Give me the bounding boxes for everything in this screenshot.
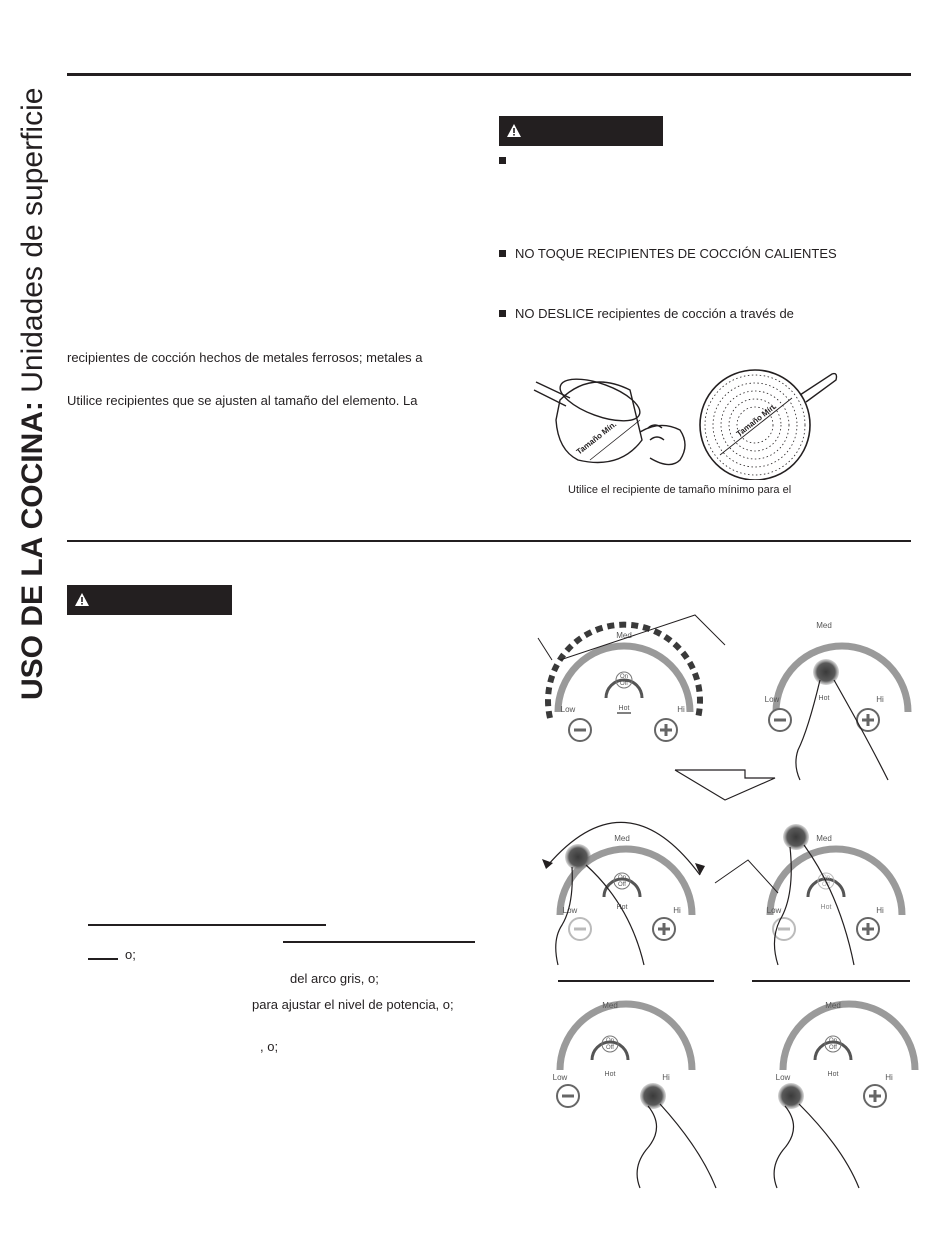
finger-touch-icon — [640, 1083, 666, 1109]
svg-text:On: On — [828, 1038, 838, 1044]
svg-text:Hi: Hi — [876, 695, 884, 704]
skillet-top-view — [700, 370, 837, 480]
warning-triangle-icon — [507, 124, 521, 137]
svg-text:Off: Off — [620, 681, 628, 687]
control-panel-4 — [715, 824, 902, 965]
right-bullet-1 — [499, 153, 515, 169]
pot-side-view — [534, 371, 685, 465]
svg-text:Low: Low — [766, 906, 782, 915]
svg-text:Tamaño Mín.: Tamaño Mín. — [734, 401, 779, 439]
svg-text:Hi: Hi — [662, 1073, 670, 1082]
plus-icon — [653, 918, 675, 940]
warning-triangle-icon — [75, 593, 89, 606]
bullet-mark — [499, 157, 506, 164]
plus-icon — [864, 1085, 886, 1107]
bullet-mark — [499, 310, 506, 317]
warning-banner-bottom — [67, 585, 232, 615]
underline-3 — [88, 958, 118, 960]
svg-text:Off: Off — [606, 1045, 614, 1051]
bullet-text: NO TOQUE RECIPIENTES DE COCCIÓN CALIENTES — [515, 246, 837, 261]
pan-size-illustration — [530, 360, 850, 480]
right-bullet-2 — [499, 246, 837, 262]
svg-text:Hot: Hot — [618, 705, 630, 712]
left-text-line-1: recipientes de cocción hechos de metales ferrosos; metales a — [67, 350, 423, 365]
svg-text:Med: Med — [816, 834, 832, 843]
lower-item-1: o; — [125, 947, 136, 962]
svg-text:Off: Off — [618, 882, 626, 888]
underline-2 — [283, 941, 475, 943]
pan-label-right — [735, 402, 779, 439]
svg-text:Med: Med — [614, 834, 630, 843]
svg-text:On: On — [617, 875, 627, 881]
svg-text:Hot: Hot — [818, 695, 830, 702]
plus-icon — [857, 918, 879, 940]
warning-banner-top — [499, 116, 663, 146]
plus-icon — [655, 719, 677, 741]
control-panel-6 — [774, 1001, 915, 1188]
minus-icon — [569, 918, 591, 940]
lower-item-2: del arco gris, o; — [290, 971, 379, 986]
control-panel-2 — [765, 621, 908, 780]
svg-text:Med: Med — [602, 1001, 618, 1010]
minus-icon — [769, 709, 791, 731]
svg-text:Hi: Hi — [677, 705, 685, 714]
svg-text:Med: Med — [616, 631, 632, 640]
svg-text:Low: Low — [560, 705, 576, 714]
svg-text:Off: Off — [829, 1045, 837, 1051]
underline-1 — [88, 924, 326, 926]
side-title-bold: USO DE LA COCINA: — [16, 401, 49, 700]
svg-text:On: On — [619, 674, 629, 680]
svg-text:Hi: Hi — [673, 906, 681, 915]
svg-text:Low: Low — [552, 1073, 568, 1082]
middle-rule — [67, 540, 911, 542]
control-diagrams — [520, 600, 940, 1200]
control-panel-3 — [542, 822, 705, 965]
svg-text:Hot: Hot — [616, 904, 628, 911]
page-side-title — [10, 20, 56, 700]
right-bullet-3 — [499, 306, 794, 322]
minus-icon — [557, 1085, 579, 1107]
svg-text:Low: Low — [562, 906, 578, 915]
svg-text:Hot: Hot — [820, 904, 832, 911]
svg-text:Hi: Hi — [876, 906, 884, 915]
control-panel-1 — [538, 615, 725, 741]
control-panel-5 — [553, 1001, 716, 1188]
top-rule — [67, 73, 911, 76]
svg-text:Med: Med — [825, 1001, 841, 1010]
svg-text:Tamaño Mín.: Tamaño Mín. — [574, 419, 619, 457]
svg-text:Off: Off — [822, 882, 830, 888]
minus-icon — [569, 719, 591, 741]
left-text-line-2: Utilice recipientes que se ajusten al tamaño del elemento. La — [67, 393, 418, 408]
svg-text:Hot: Hot — [604, 1071, 616, 1078]
svg-text:Med: Med — [816, 621, 832, 630]
svg-text:On: On — [821, 875, 831, 881]
lower-item-3: para ajustar el nivel de potencia, o; — [252, 997, 454, 1012]
lower-item-4: , o; — [260, 1039, 279, 1054]
bullet-mark — [499, 250, 506, 257]
pan-figure-caption: Utilice el recipiente de tamaño mínimo para el — [568, 484, 792, 496]
svg-text:Hot: Hot — [827, 1071, 839, 1078]
svg-text:Low: Low — [764, 695, 780, 704]
step-arrow — [675, 770, 775, 800]
side-title-light: Unidades de superficie — [16, 87, 49, 393]
bullet-text: NO DESLICE recipientes de cocción a través de — [515, 306, 794, 321]
svg-text:On: On — [605, 1038, 615, 1044]
pan-label-left — [575, 420, 619, 457]
svg-text:Hi: Hi — [885, 1073, 893, 1082]
svg-text:Low: Low — [775, 1073, 791, 1082]
